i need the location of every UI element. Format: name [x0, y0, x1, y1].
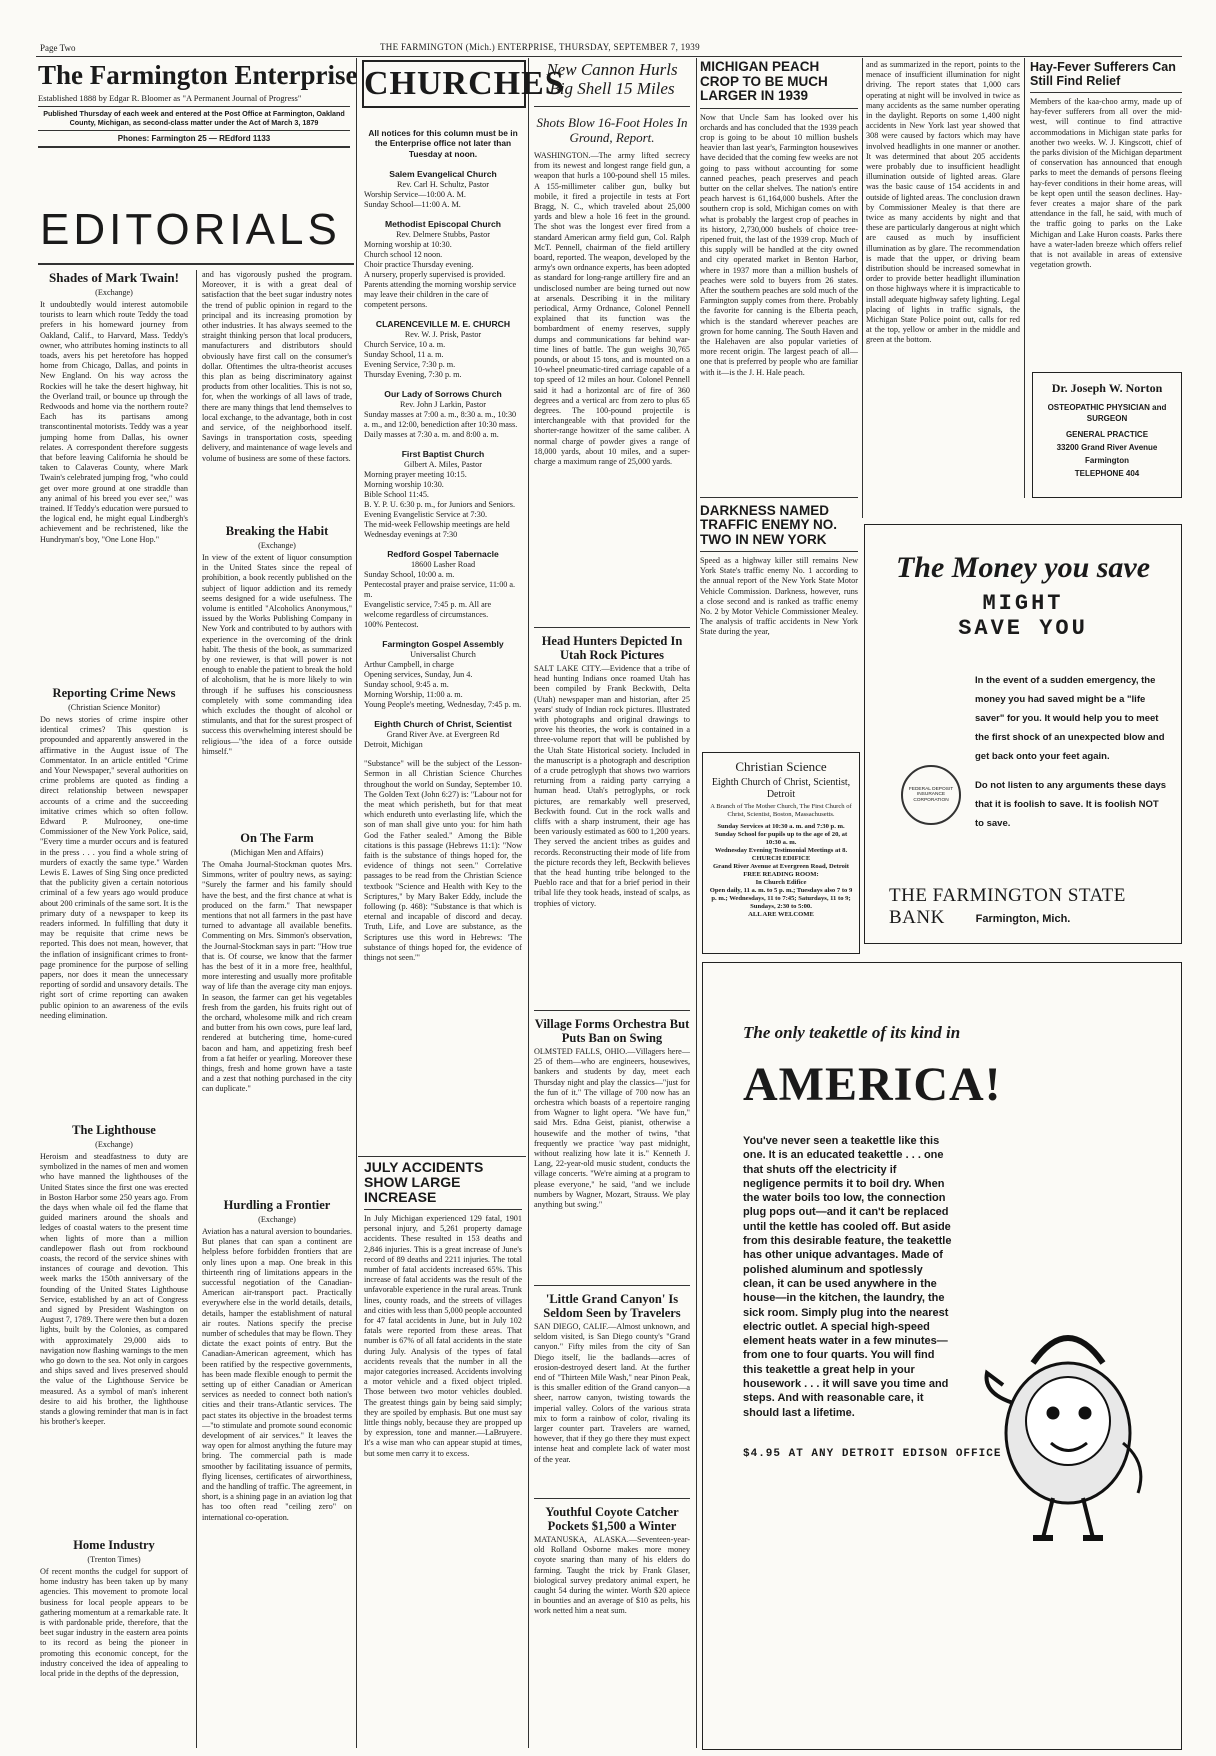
church-listing: [364, 549, 522, 630]
science-ad: [702, 752, 860, 954]
churches-banner: CHURCHES: [362, 60, 526, 108]
science-ad-line: Open daily, 11 a. m. to 5 p. m.; Tuesdays also 7 to 9 p. m.; Wednesdays, 11 to 7:45; Saturdays, 11 to 9; Sundays, 2:30 to 5:00.: [709, 887, 853, 910]
bank-might: MIGHT: [982, 591, 1064, 616]
science-ad-line: CHURCH EDIFICE: [751, 855, 811, 862]
farm-title: On The Farm: [240, 831, 314, 845]
churches-column: [364, 112, 522, 1152]
mark-twain-text: It undoubtedly would interest automobile tourists to learn which route Teddy the toad prefers in his homeward journey from Oakland, Calif., to Harvard, Mass. Teddy's owner, who attributes homing instincts to all toads, avers his pet heretofore has hopped home from Chicago, Dallas, and points in New England. On his way across the Rockies will he take the desert highway, hit the Overland trail, or bounce up through the Redwoods and home via the northern route? Each has its partisans among transcontinental motorists. Teddy was a year jumping home from Dallas, his owner relates. A correspondent therefore suggests that before leaving California he should be taken to Calaveras County, where Mark Twain's celebrated jumping frog, "who could get over more ground at one straddle than any animal of his breed you ever see," was trained. If Teddy's education were pursued to the logical end, he might equal Lindbergh's achievement and be rechristened, like the Hundryman's boy, "One Lone Hop.": [40, 300, 188, 544]
headhunters-text: SALT LAKE CITY.—Evidence that a tribe of head hunting Indians once roamed Utah has been compiled by Frank Beckwith, Delta (Utah) newspaper man and historian, after 25 years' study of Indian rock pictures. Illustrated with photographs and original drawings to prove his theories, the work is contained in a three-volume report that will be published by the Utah State Historical society. Included in the manuscript is a photograph and description of a crude petroglyph that shows two warriors returning from a raiding party carrying a human head. Utah's petroglyphs, or rock pictures, are remarkably well preserved, Beckwith found. Cut in the rock walls and cliffs with a sharp instrument, their age has been variously estimated as 600 to 1,200 years. They served the ancient tribes as guides and records. Reconstructing their mode of life from the picture records they left, Beckwith believes that the head hunting tribe belonged to the Pueblo race and that for a brief period in their tribal life they took heads, instead of scalps, as trophies of victory.: [534, 664, 690, 908]
church-name: Eighth Church of Christ, Scientist: [374, 719, 512, 730]
hayfever-article: [1030, 60, 1182, 360]
norton-name: Dr. Joseph W. Norton: [1051, 381, 1163, 395]
church-detail: Evangelistic service, 7:45 p. m. All are welcome regardless of circumstances.: [364, 600, 492, 620]
bank-body-2: Do not listen to any arguments these days that it is foolish to save. It is foolish NOT to save.: [975, 780, 1167, 829]
norton-practice: GENERAL PRACTICE: [1065, 430, 1149, 439]
church-detail: Universalist Church: [410, 650, 476, 660]
science-ad-line: ALL ARE WELCOME: [748, 911, 814, 918]
church-detail: Detroit, Michigan: [364, 740, 423, 750]
col-rule-5: [1024, 58, 1025, 498]
science-ad-line: Sunday Services at 10:30 a. m. and 7:30 p. m.: [717, 823, 845, 830]
kettle-icon: [987, 1338, 1141, 1538]
established-line: Established 1888 by Edgar R. Bloomer as "A Permanent Journal of Progress": [38, 93, 302, 103]
norton-address: 33200 Grand River Avenue: [1056, 443, 1158, 452]
habit-source: (Exchange): [258, 541, 296, 550]
church-listing: [364, 639, 522, 710]
canyon-text: SAN DIEGO, CALIF.—Almost unknown, and seldom visited, is San Diego county's "Grand canyon." Fifty miles from the city of San Diego itself, lie the badlands—acres of erosion-destroyed desert land. At the further end of "Thirteen Mile Wash," near Pinon Peak, is this smaller edition of the Grand canyon—a sheer, narrow canyon, twisting towards the imperial valley. Colors of the various strata mix to form a rainbow of color, rivaling its larger counter part. Travelers are warned, however, that if they go there they must expect intense heat and complete lack of water most of the year.: [534, 1322, 690, 1464]
church-detail: Morning prayer meeting 10:15.: [364, 470, 467, 480]
headhunters-title: Head Hunters Depicted In Utah Rock Pictures: [541, 634, 683, 662]
church-detail: B. Y. P. U. 6:30 p. m., for Juniors and Seniors.: [364, 500, 516, 510]
farm-text: The Omaha Journal-Stockman quotes Mrs. Simmons, writer of poultry news, as saying: "Surely the farmer and his family should have the best, and the first chance at what is produced on the farm." That newspaper mentions that not all farmers in the past have turned to advantage all available benefits. Commenting on Mrs. Simmon's observation, the Journal-Stockman says in part: "How true that is. Of course, we know that the farmer has the best of it in a more free, healthful, more interesting and usually more profitable way of life than the average city man enjoys. In season, the farmer can get his vegetables fresh from the garden, his fruits right out of the orchard, wholesome milk and rich cream and butter from his own cows, pure leaf lard, rendered at butchering time, home-cured bacon and ham, and appetizing fresh beef from a fat heifer or yearling. Moreover these things, fresh and home grown have a taste and a zest that nothing purchased in the city can duplicate.": [202, 860, 352, 1094]
header-rule: [36, 56, 1182, 57]
editorial-col-2: [202, 270, 352, 1748]
bank-headline: The Money you save: [895, 551, 1151, 584]
churches-notice: All notices for this column must be in the Enterprise office not later than Tuesday at noon.: [368, 128, 518, 159]
church-detail: Morning worship 10:30.: [364, 480, 444, 490]
coyote-title: Youthful Coyote Catcher Pockets $1,500 a Winter: [545, 1505, 679, 1533]
church-name: First Baptist Church: [401, 449, 485, 460]
editorials-banner: EDITORIALS: [40, 205, 341, 254]
frontier-text: Aviation has a natural aversion to boundaries. But planes that can span a continent are helpless before forbidden frontiers that are only lines upon a map. One break in this thirteenth ring of limitations appears in the successful negotiation of the Canadian-American air-transport pact. Practically everywhere else in the world details, details, details, hamper the establishment of natural air routes. Nations specify the precise number of schedules that may be flown. They dictate the exact points of entry. But the Canadian-American agreement, which has been ratified by the respective governments, has been made flexible enough to permit the setting up of either Canadian or American services as needed to connect both nation's cities and their trans-Atlantic services. The pact states its objective in the broadest terms—"to stimulate and promote sound economic development of air services." It leaves the way open for almost anything the future may bring. The commercial path is made smoother by facilitating issuance of permits, flying licenses, certificates of airworthiness, and the handling of traffic. The agreement, in short, is a shining page in an aviation log that has too often read "ceiling zero" on international co-operation.: [202, 1227, 352, 1522]
norton-town: Farmington: [1085, 456, 1129, 465]
traffic-continued: [866, 60, 1020, 500]
bank-ad: [864, 524, 1182, 944]
accidents-article: [364, 1160, 522, 1748]
crime-text: Do news stories of crime inspire other identical crimes? This question is propounded and apparently answered in the affirmative in the August issue of The Commentator. In an article entitled "Crime and Your Newspaper," several authorities on crime problems are quoted as finding a direct relationship between newspaper accounts of a crime and the succeeding imitative crimes which so often follow. Edward P. Mulrooney, one-time Commissioner of the New York Police, said, "Every time a murder occurs and is featured in the press . . . you find a whole string of murders of exactly the same type." Warden Lewis E. Lawes of Sing Sing once predicted that the publicity given a certain notorious criminal of a few years ago would produce about 200 criminals of the same sort. It is the primary duty of a newspaper to keep its readers informed. In fulfilling that duty it may be requisite that crime news be reported. This does not mean, however, that the inflation of insignificant crimes to front-page prominence for the purpose of selling papers, nor does it mean the unnecessary reporting of sordid and unsavory details. The right sort of crime reporting can awaken public opinion to an awareness of the evils needing elimination.: [40, 715, 188, 1020]
accidents-text: In July Michigan experienced 129 fatal, 1901 personal injury, and 5,261 property damage accidents. These resulted in 153 deaths and 2,846 injuries. This is a great increase of June's record of 89 deaths and 2211 injuries. The total number of fatal accidents increased 65%. This increase of fatal accidents was the result of the unfavorable experience in the rural areas. Trunk lines, county roads, and the streets of villages and cities with less than 5,000 people accounted for 47 fatal accidents in June, but in July 102 fatals were reported from these areas. That number is 67% of all fatal accidents in the state during July. Analysis of the types of fatal accidents reveals that the number in all the major categories increased. Accidents involving a motor vehicle and a fixed object tripled. Those between two motor vehicles doubled. The greatest things gain by being said simply; they are spoiled by emphasis. But one must say little things nobly, because they are propped up by expression, tone and manner.—LaBruyere. It's a wise man who can appear stupid at times, but some men carry it to excess.: [364, 1214, 522, 1458]
peach-text: Now that Uncle Sam has looked over his orchards and has concluded that the 1939 peach crop is going to be about 10 million bushels heavier than last year's, Farmington housewives have decided that the coming few weeks are not going to pass without accounting for some canned peaches, peach preserves and peach butter on the cellar shelves. The nation's entire peach harvest is 61,164,000 bushels. After the southern crop is sold, Michigan comes on with what is probably the largest crop of peaches in its history, 2,730,000 bushels of choice tree-ripened fruit, the last of the 1939 crop. Much of this supply will be handled at the city owned and city operated market in Benton Harbor, where in 1937 more than a million bushels of peaches were sold to buyers from 26 states. After the southern peaches are sold much of the Farmington supply comes from there. Probably the favorite for canning is the Elberta peach, which is the standard wherever peaches are grown for home canning. The South Haven and the Halehaven are also popular varieties of more recent origin. The largest peach of all—one that is preferred by people who are familiar with it—is the J. H. Hale peach.: [700, 112, 858, 377]
teakettle-price: $4.95 AT ANY DETROIT EDISON OFFICE: [743, 1447, 1002, 1460]
church-detail: Evening Service, 7:30 p. m.: [364, 360, 456, 370]
teakettle-big: AMERICA!: [743, 1058, 1002, 1111]
bank-name: THE FARMINGTON STATE BANK: [889, 885, 1126, 928]
church-detail: Church Service, 10 a. m.: [364, 340, 446, 350]
peach-title: MICHIGAN PEACH CROP TO BE MUCH LARGER IN 1939: [700, 60, 828, 103]
peach-column: [700, 60, 858, 760]
science-ad-lines: [709, 823, 853, 919]
crime-source: (Christian Science Monitor): [68, 703, 160, 712]
church-detail: Daily masses at 7:30 a. m. and 8:00 a. m.: [364, 430, 499, 440]
church-name: CLARENCEVILLE M. E. CHURCH: [375, 319, 511, 330]
col-rule-1: [356, 58, 357, 1748]
church-detail: Opening services, Sunday, Jun 4.: [364, 670, 473, 680]
norton-phone: TELEPHONE 404: [1074, 469, 1140, 478]
church-listing: [364, 169, 522, 210]
teakettle-body: You've never seen a teakettle like this one. It is an educated teakettle . . . one that shuts off the electricity if negligence permits it to boil dry. When the water boils too low, the connection plug pops out—and it can't be replaced until the kettle has cooled off. But aside from this desirable feature, the teakettle has other unique advantages. Made of polished aluminum and spotlessly clean, it can be used anywhere in the house—in the kitchen, the laundry, the sick room. Simply plug into the nearest electric outlet. A special high-speed element heats water in a few minutes—from one to four quarts. You will find this teakettle a great help in your housework . . . it will save you time and steps. And with reasonable care, it should last a lifetime.: [743, 1135, 952, 1419]
teakettle-ad: [702, 962, 1182, 1750]
church-listings: [364, 169, 522, 750]
fdic-seal: [901, 765, 961, 825]
church-detail: Worship Service—10:00 A. M.: [364, 190, 466, 200]
phones-line: Phones: Farmington 25 — REdford 1133: [117, 134, 271, 144]
nameplate: [38, 60, 358, 151]
fdic-seal-text: FEDERAL DEPOSIT INSURANCE CORPORATION: [908, 786, 954, 803]
mark-twain-source: (Exchange): [95, 288, 133, 297]
church-detail: Rev. Carl H. Schultz, Pastor: [396, 180, 490, 190]
church-name: Redford Gospel Tabernacle: [387, 549, 499, 560]
church-detail: Rev. John J Larkin, Pastor: [400, 400, 486, 410]
bank-town: Farmington, Mich.: [975, 913, 1071, 925]
home-industry-title: Home Industry: [73, 1538, 155, 1552]
publication-notice: Published Thursday of each week and entered at the Post Office at Farmington, Oakland County, Michigan, as second-class matter under the Act of March 3, 1879: [43, 109, 345, 127]
church-detail: Pentecostal prayer and praise service, 11:00 a. m.: [364, 580, 516, 600]
church-listing: [364, 389, 522, 440]
col-rule-3: [696, 58, 697, 1748]
church-detail: Rev. Delmere Stubbs, Pastor: [396, 230, 490, 240]
traffic-continued-text: and as summarized in the report, points to the menace of insufficient illumination for night driving. The report states that 1,000 cars operating at night will be involved in twice as many accidents as the same number operating in the daylight. Reports on some 1,400 night accidents in New York last year showed that 308 were caused by factors which may have involved headlights in one manner or another. It was determined that about 205 accidents were probably due to insufficient headlight illumination outside of lighted areas. Glare was the basic cause of 154 accidents in and outside of lighted areas. The conclusion drawn by Commissioner Mealey is that there are twice as many accidents by night and that these are particularly dangerous at night which are caused as much by insufficient illumination as by glare. The recommendation is made that the upper, or driving beam distribution should be increased somewhat in order to provide better headlight illumination on those highways where it is impracticable to install adequate highway safety lighting. Legal placing of lights in traffic signals, the Michigan State Police point out, calls for red at the top, yellow or amber in the middle and green at the bottom.: [866, 60, 1020, 345]
science-ad-line: FREE READING ROOM:: [743, 871, 819, 878]
church-detail: Morning Worship, 11:00 a. m.: [364, 690, 463, 700]
church-detail: Sunday masses at 7:00 a. m., 8:30 a. m., 10:30 a. m., and 12:00, benediction after 10:30 mass.: [364, 410, 518, 430]
church-listing: [364, 449, 522, 540]
church-detail: Young People's meeting, Wednesday, 7:45 p. m.: [364, 700, 522, 710]
church-detail: Sunday School—11:00 A. M.: [364, 200, 461, 210]
traffic-title: DARKNESS NAMED TRAFFIC ENEMY NO. TWO IN NEW YORK: [700, 502, 838, 547]
church-detail: A nursery, properly supervised is provided. Parents attending the morning worship service may leave their children in the care of competent persons.: [364, 270, 517, 310]
hayfever-text: Members of the kaa-choo army, made up of hay-fever sufferers from all over the mid-west, will continue to find attractive accommodations in Michigan state parks for another two weeks. W. J. Kingscott, chief of the parks division of the Michigan department of conservation has announced that enough parks to meet the demands of persons fleeing hay-fever conditions in their home areas, will be kept open until the season declines. Hay-fever creates a major share of the park attendance in the fall, he said, with much of the traffic going to parks on the Lake Michigan and Lake Huron coasts. Parks there have a water-laden breeze which offers relief that is not available in areas of extensive vegetation growth.: [1030, 97, 1182, 270]
frontier-source: (Exchange): [258, 1215, 296, 1224]
church-detail: Grand River Ave. at Evergreen Rd: [386, 730, 500, 740]
church-detail: Choir practice Thursday evening.: [364, 260, 474, 270]
church-detail: Sunday School, 10:00 a. m.: [364, 570, 455, 580]
lighthouse-text: Heroism and steadfastness to duty are symbolized in the names of men and women who have manned the lighthouses of the United States since the first one was erected in Boston Harbor some 250 years ago. From the days when whale oil fed the flame that guided mariners around the shoals and ledges of coastal waters to the present time when lights of more than a million candlepower flash out from rockbound coasts, the record of the service shines with instances of courage and devotion. This week marks the 150th anniversary of the founding of the United States Lighthouse Service, established by an act of Congress and signed by President Washington on August 7, 1789. There were then but a dozen lights, built by the Colonies, as compared with approximately 29,000 aids to navigation now flashing warnings to the men who go down to the sea. Not only in cargoes and ships saved and lives preserved should the value of the Lighthouse Service be measured. As a symbol of man's inherent desire to aid his brother, the lighthouse stands a glowing reminder that man is in fact his brother's keeper.: [40, 1152, 188, 1427]
church-detail: Arthur Campbell, in charge: [364, 660, 454, 670]
church-detail: Morning worship at 10:30.: [364, 240, 452, 250]
bank-save-you: SAVE YOU: [958, 616, 1088, 641]
home-industry-text: Of recent months the cudgel for support of home industry has been taken up by many agencies. This movement to promote local business for local people appears to be gathering momentum at a remarkable rate. It is with pardonable pride, therefore, that the beet sugar industry in the eastern area points to its record as being the pioneer in promoting this economic concept, for the industry conceived the idea of appealing to local pride in the depths of the depression,: [40, 1567, 188, 1679]
crime-title: Reporting Crime News: [52, 686, 176, 700]
church-name: Our Lady of Sorrows Church: [384, 389, 502, 400]
science-ad-branch: A Branch of The Mother Church, The First Church of Christ, Scientist, Boston, Massachusetts.: [710, 803, 852, 818]
teakettle-headline: The only teakettle of its kind in: [743, 1023, 961, 1042]
science-ad-line: Grand River Avenue at Evergreen Road, Detroit: [713, 863, 849, 870]
news-column: [534, 60, 690, 1748]
cannon-title: New Cannon Hurls Big Shell 15 Miles: [546, 60, 678, 98]
accidents-title: JULY ACCIDENTS SHOW LARGE INCREASE: [364, 1160, 484, 1205]
cannon-text: WASHINGTON.—The army lifted secrecy from its newest and longest range field gun, a weapon that hurls a 100-pound shell 15 miles. A 155-millimeter caliber gun, bulky but mobile, it fired a projectile in tests at Fort Bragg, N. C., which traveled about 25,000 yards and blew a hole 16 feet in the ground. The shot was the longest ever fired from a standard American army field gun, Col. Ralph McT. Pennell, chairman of the field artillery board, reported. The weapon, developed by the army's own ordnance experts, has been adopted as standard for long-range artillery fire and an undisclosed number are being turned out now at arsenals. Describing it in the military periodical, Army Ordnance, Colonel Pennell explained that its function was the bombardment of enemy reserves, supply dumps and communications far behind war-time lines of battle. The gun weighs 30,765 pounds, or about 15 tons, and is mounted on a 10-wheel pneumatic-tired carriage capable of a top speed of 12 miles an hour. Colonel Pennell said it had a horizontal arc of fire of 360 degrees and a vertical arc from zero to plus 65 degrees. The 100-pound projectile is interchangeable with that provided for the shorter-range howitzer of the same caliber. A normal charge of powder gives a range of 18,000 yards, about 10 miles, and a super-charge a maximum range of 25,000 yards.: [534, 151, 690, 467]
church-detail: Rev. W. J. Prisk, Pastor: [404, 330, 482, 340]
church-detail: 18600 Lasher Road: [410, 560, 476, 570]
lighthouse-source: (Exchange): [95, 1140, 133, 1149]
science-ad-subtitle: Eighth Church of Christ, Scientist, Detroit: [711, 777, 851, 800]
home-industry-source: (Trenton Times): [87, 1555, 141, 1564]
habit-text: In view of the extent of liquor consumption in the United States since the repeal of prohibition, a book recently published on the subject of liquor addiction and its remedy seems designed for a wide usefulness. The volume is entitled "Alcoholics Anonymous," issued by the Works Publishing Company in New York and contributed to by authors with experience in the overcoming of the drink habit. The thesis of the book, as summarized by one reviewer, is that will power is not enough to enable the patient to break the hold of alcoholism, that he is more likely to win through if he suffuses his consciousness completely with some commanding idea which excludes the thought of alcohol or stimulants, and that for the surest prospect of success this overwhelming interest should be religious—"the idea of a force outside himself.": [202, 553, 352, 756]
orchestra-text: OLMSTED FALLS, OHIO.—Villagers here—25 of them—who are engineers, housewives, bankers and students by day, meet each Thursday night and play the classics—"just for the fun of it." The village of 700 now has an orchestra which boasts of a repertoire ranging from Wagner to light opera. "We have fun," said Mrs. Edna Geist, pianist, otherwise a housewife and the mother of twins, "that frequently we practice 'way past midnight, without realizing how late it is." Kenneth J. Lang, 22-year-old music student, conducts the village concerts. "We're aiming at a program to please everyone," he said, "and we include numbers by Wagner, Mozart, Strauss. We play anything but swing.": [534, 1047, 690, 1210]
church-detail: Gilbert A. Miles, Pastor: [403, 460, 482, 470]
church-detail: Bible School 11:45.: [364, 490, 429, 500]
church-detail: The mid-week Fellowship meetings are held Wednesday evenings at 7:30: [364, 520, 510, 540]
coyote-text: MATANUSKA, ALASKA.—Seventeen-year-old Rolland Osborne makes more money coyote snaring than many of his elders do farming. Taught the trick by Frank Glaser, biological survey predatory animal expert, he caught 54 during the winter. Worth $20 apiece in bounties and an average of $10 as pelts, his work netted him a neat sum.: [534, 1535, 690, 1616]
farm-source: (Michigan Men and Affairs): [230, 848, 324, 857]
church-name: Salem Evangelical Church: [389, 169, 497, 180]
church-detail: Sunday school, 9:45 a. m.: [364, 680, 449, 690]
church-detail: Evening Evangelistic Service at 7:30.: [364, 510, 488, 520]
bank-body: In the event of a sudden emergency, the money you had saved might be a "life saver" for you. It would help you to meet the first shock of an unexpected blow and get back onto your feet again.: [975, 675, 1165, 762]
hayfever-title: Hay-Fever Sufferers Can Still Find Relief: [1030, 60, 1176, 88]
church-detail: 100% Pentecost.: [364, 620, 419, 630]
science-ad-line: Wednesday Evening Testimonial Meetings at 8.: [714, 847, 848, 854]
orchestra-title: Village Forms Orchestra But Puts Ban on Swing: [534, 1017, 690, 1045]
traffic-text: Speed as a highway killer still remains New York State's traffic enemy No. 1 according to the annual report of the New York State Motor Vehicle Commission. Darkness, however, runs a close second and is ranked as traffic enemy No. 2 by Motor Vehicle Commissioner Mealey. The analysis of traffic accidents in New York State during the year,: [700, 556, 858, 637]
paper-title: The Farmington Enterprise: [38, 60, 358, 90]
church-listing: [364, 319, 522, 380]
science-lesson-text: "Substance" will be the subject of the Lesson-Sermon in all Christian Science Churches throughout the world on Sunday, September 10. The Golden Text (John 6:27) is: "Labour not for the meat which perisheth, but for that meat which endureth unto everlasting life, which the son of man shall give unto you: for him hath God the Father sealed." Among the Bible citations is this passage (Hebrews 11:1): "Now faith is the substance of things hoped for, the evidence of things not seen." Correlative passages to be read from the Christian Science textbook "Science and Health with Key to the Scriptures," by Mary Baker Eddy, include the following (p. 468): "Substance is that which is eternal and incapable of discord and decay. Truth, Life, and Love are substance, as the Scriptures use this word in Hebrews: 'The substance of things hoped for, the evidence of things not seen.'": [364, 759, 522, 963]
church-detail: Thursday Evening, 7:30 p. m.: [364, 370, 462, 380]
church-listing: [364, 719, 522, 750]
science-ad-line: Sunday School for pupils up to the age of 20, at 10:30 a. m.: [714, 831, 848, 846]
church-detail: Sunday School, 11 a. m.: [364, 350, 444, 360]
church-listing: [364, 219, 522, 310]
masthead-line: THE FARMINGTON (Mich.) ENTERPRISE, THURSDAY, SEPTEMBER 7, 1939: [380, 42, 700, 52]
norton-card: [1032, 372, 1182, 498]
habit-title: Breaking the Habit: [225, 524, 329, 538]
page-number: Page Two: [40, 43, 76, 53]
col-rule-2: [528, 58, 529, 1748]
church-detail: Church school 12 noon.: [364, 250, 443, 260]
col-rule-4: [862, 58, 863, 518]
frontier-title: Hurdling a Frontier: [223, 1198, 331, 1212]
science-ad-line: In Church Edifice: [755, 879, 807, 886]
church-name: Methodist Episcopal Church: [384, 219, 502, 230]
teakettle-illustration: [973, 1293, 1163, 1553]
cannon-subtitle: Shots Blow 16-Foot Holes In Ground, Report.: [536, 115, 688, 145]
editorial-col-1: [40, 270, 188, 1748]
church-name: Farmington Gospel Assembly: [382, 639, 504, 650]
science-ad-title: Christian Science: [735, 759, 827, 774]
col2-top-text: and has vigorously pushed the program. Moreover, it is with a great deal of satisfaction that the beet sugar industry notes the trend of public opinion in regard to the principal and its increasing promotion by other industries. It has always seemed to the straight thinking person that local producers, manufacturers and distributors should obviously have first call on the consumer's dollar. Oftentimes the ultra-theorist accuses this plan as being discriminatory against products from other localities. This is not so, for, when the workings of all laws of trade, there are many things that lend themselves to local exchange, to the advantage, both in cost and service, of the neighborhood itself. Savings in transportation costs, speeding delivery, and maintenance of wage levels and volume of business are some of these factors.: [202, 270, 352, 463]
canyon-title: 'Little Grand Canyon' Is Seldom Seen by Travelers: [543, 1292, 681, 1320]
mark-twain-title: Shades of Mark Twain!: [49, 270, 179, 285]
lighthouse-title: The Lighthouse: [72, 1123, 156, 1137]
norton-title: OSTEOPATHIC PHYSICIAN and SURGEON: [1047, 403, 1167, 423]
